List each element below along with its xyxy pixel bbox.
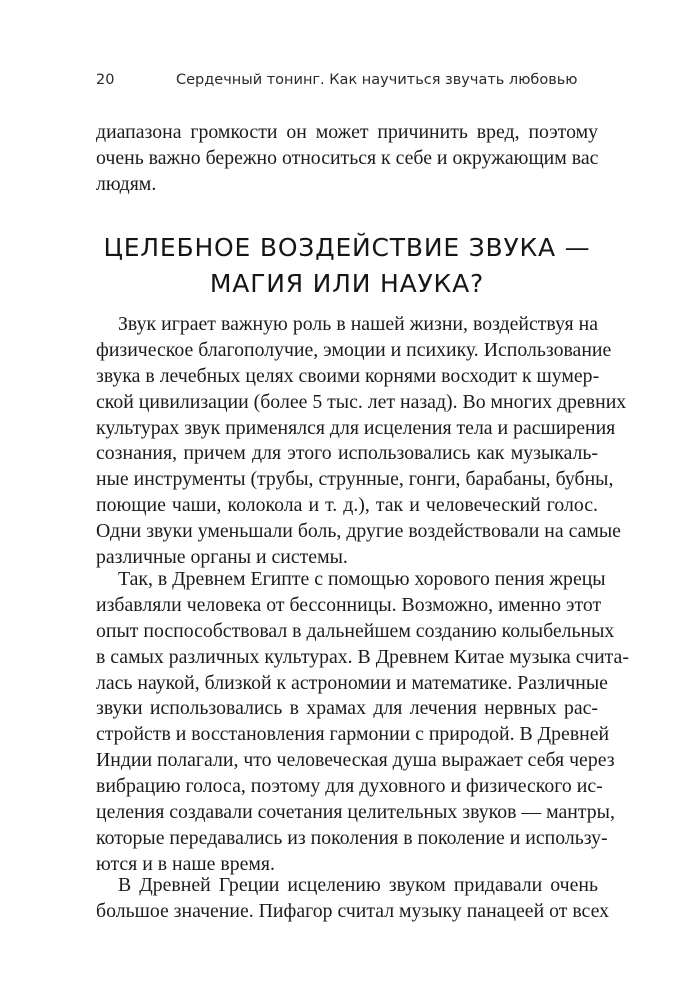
text-line: В Древней Греции исцелению звуком придавали очень [118, 874, 598, 896]
text-line: очень важно бережно относиться к себе и окружающим вас [96, 146, 599, 169]
text-line: Звук играет важную роль в нашей жизни, воздействуя на [118, 313, 598, 335]
text-line: физическое благополучие, эмоции и психику. Использование [96, 338, 612, 361]
text-line: стройств и восстановления гармонии с природой. В Древней [96, 723, 610, 746]
text-line: Индии полагали, что человеческая душа выражает себя через [96, 749, 615, 772]
text-line: Так, в Древнем Египте с помощью хорового пения жрецы [118, 568, 606, 590]
text-line: звука в лечебных целях своими корнями восходит к шумер- [96, 364, 600, 387]
text-line: ются и в наше время. [96, 852, 275, 875]
text-line: людям. [96, 172, 157, 195]
page-number: 20 [96, 72, 115, 88]
text-line: в самых различных культурах. В Древнем Китае музыка счита- [96, 645, 629, 668]
intro-paragraph [96, 120, 598, 198]
text-line: лась наукой, близкой к астрономии и математике. Различные [96, 671, 608, 694]
text-line: различные органы и системы. [96, 546, 348, 569]
running-title: Сердечный тонинг. Как научиться звучать любовью [176, 72, 578, 88]
text-line: поющие чаши, колокола и т. д.), так и человеческий голос. [96, 494, 598, 517]
text-line: Одни звуки уменьшали боль, другие воздействовали на самые [96, 520, 621, 543]
running-head [96, 72, 585, 94]
text-line: звуки использовались в храмах для лечения нервных рас- [96, 697, 598, 720]
text-line: опыт поспособствовал в дальнейшем созданию колыбельных [96, 619, 615, 642]
text-line: ской цивилизации (более 5 тыс. лет назад). Во многих древних [96, 390, 627, 413]
heading-line: ЦЕЛЕБНОЕ ВОЗДЕЙСТВИЕ ЗВУКА — [103, 233, 591, 262]
text-line: ные инструменты (трубы, струнные, гонги, барабаны, бубны, [96, 468, 614, 491]
text-line: вибрацию голоса, поэтому для духовного и физического ис- [96, 775, 603, 798]
text-line: целения создавали сочетания целительных звуков — мантры, [96, 801, 615, 824]
text-line: культурах звук применялся для исцеления тела и расширения [96, 416, 616, 439]
paragraph-3 [96, 873, 609, 925]
text-line: большое значение. Пифагор считал музыку панацеей от всех [96, 899, 609, 922]
section-heading [96, 230, 598, 302]
text-line: которые передавались из поколения в поколение и использу- [96, 826, 608, 849]
text-line: избавляли человека от бессонницы. Возможно, именно этот [96, 593, 602, 616]
text-line: сознания, причем для этого использовались как музыкаль- [96, 442, 598, 465]
text-line: диапазона громкости он может причинить вред, поэтому [96, 121, 598, 143]
heading-line: МАГИЯ ИЛИ НАУКА? [209, 269, 485, 298]
paragraph-1 [96, 312, 627, 571]
paragraph-2 [96, 567, 629, 878]
